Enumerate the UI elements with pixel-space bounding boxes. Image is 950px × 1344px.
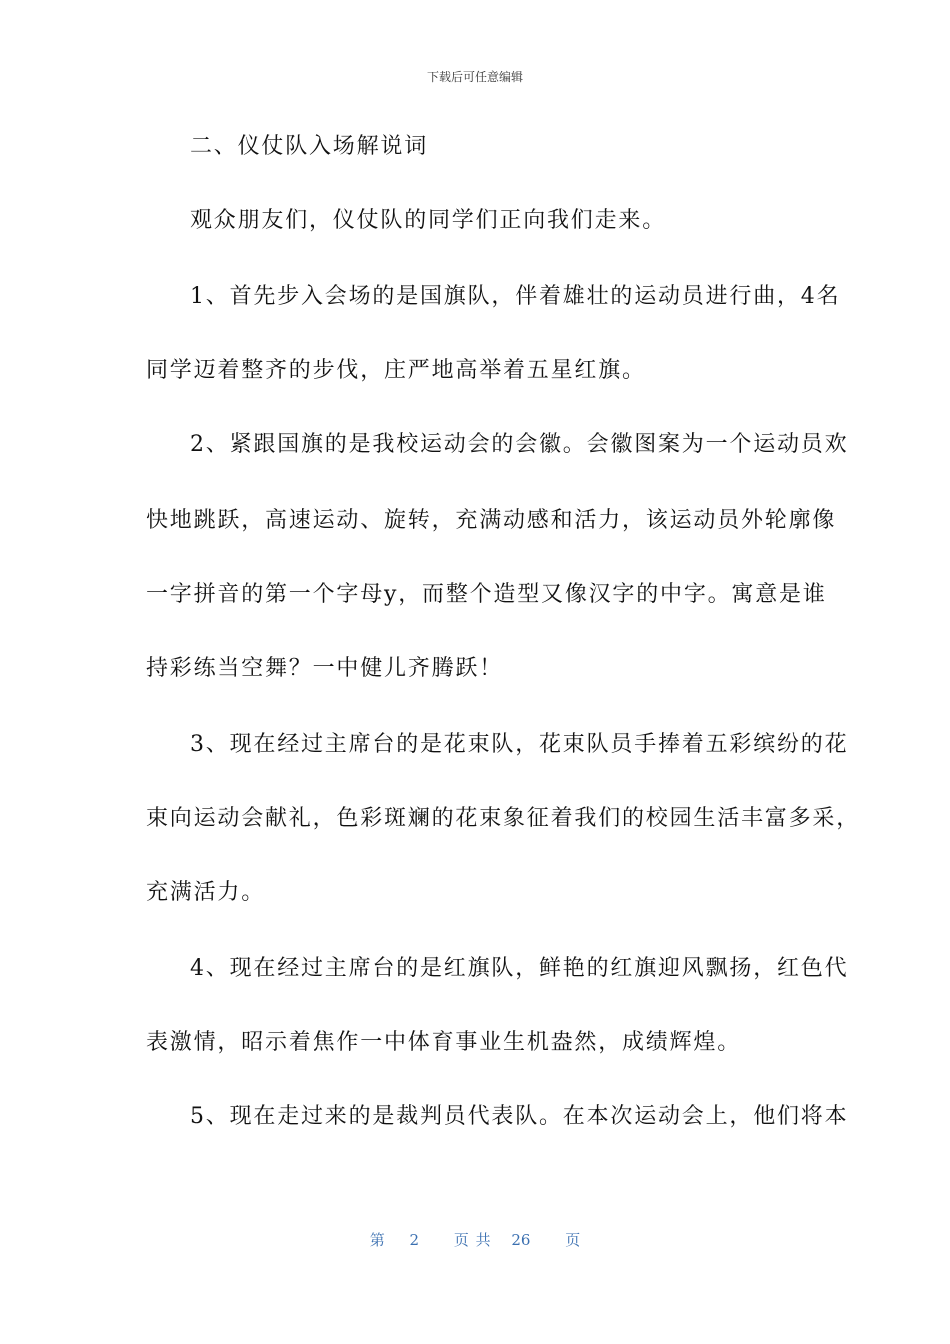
paragraph-line: 2、紧跟国旗的是我校运动会的会徽。会徽图案为一个运动员欢: [190, 432, 849, 457]
paragraph-line: 1、首先步入会场的是国旗队，伴着雄壮的运动员进行曲，4名: [190, 284, 841, 309]
page-header: 下载后可任意编辑: [426, 70, 523, 84]
footer-total-pages: 26: [511, 1231, 531, 1249]
footer-middle: 页 共: [453, 1231, 491, 1249]
paragraph-line: 快地跳跃，高速运动、旋转，充满动感和活力，该运动员外轮廓像: [146, 508, 837, 533]
paragraph-line: 表激情，昭示着焦作一中体育事业生机盎然，成绩辉煌。: [146, 1030, 742, 1055]
paragraph-line: 同学迈着整齐的步伐，庄严地高举着五星红旗。: [146, 358, 646, 383]
paragraph-line: 一字拼音的第一个字母y，而整个造型又像汉字的中字。寓意是谁: [146, 582, 827, 607]
paragraph-line: 观众朋友们，仪仗队的同学们正向我们走来。: [190, 208, 667, 233]
footer-page-number: 2: [409, 1231, 420, 1249]
paragraph-line: 持彩练当空舞？一中健儿齐腾跃！: [146, 656, 504, 681]
paragraph-line: 4、现在经过主席台的是红旗队，鲜艳的红旗迎风飘扬，红色代: [190, 956, 849, 981]
paragraph-line: 充满活力。: [146, 880, 266, 905]
footer-suffix: 页: [565, 1231, 581, 1249]
section-heading: 二、仪仗队入场解说词: [190, 134, 429, 159]
page-footer: [0, 1229, 950, 1250]
footer-prefix: 第: [369, 1231, 385, 1249]
paragraph-line: 3、现在经过主席台的是花束队，花束队员手捧着五彩缤纷的花: [190, 732, 849, 757]
paragraph-line: 束向运动会献礼，色彩斑斓的花束象征着我们的校园生活丰富多采，: [146, 806, 861, 831]
paragraph-line: 5、现在走过来的是裁判员代表队。在本次运动会上，他们将本: [190, 1104, 849, 1129]
